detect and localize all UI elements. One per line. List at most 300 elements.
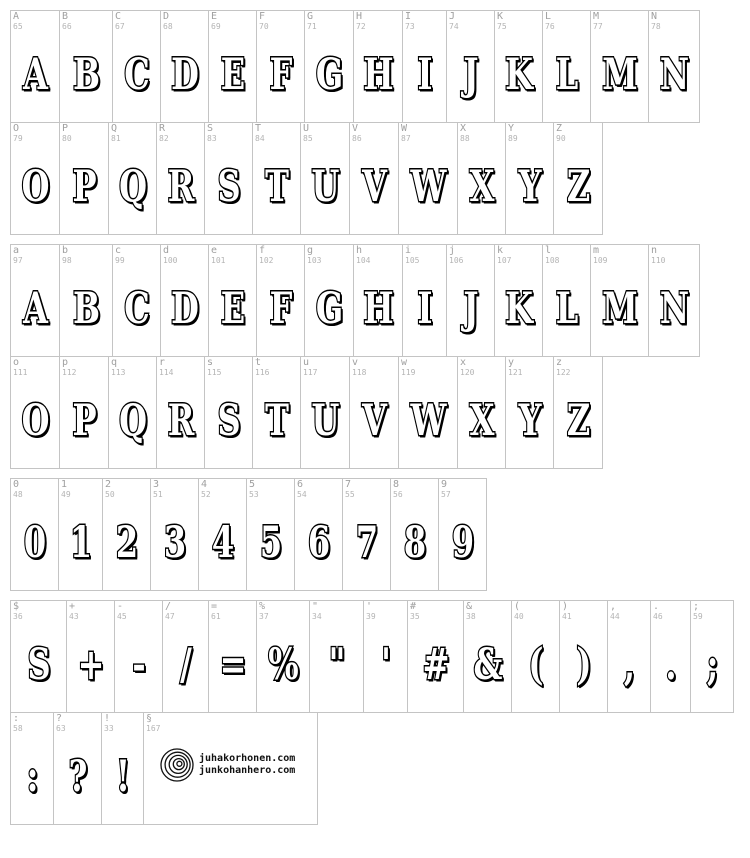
glyph-cell (505, 356, 554, 469)
glyph-cell (252, 356, 301, 469)
glyph-char-code: 89 (508, 134, 518, 143)
glyph-preview-char: X (469, 160, 494, 212)
glyph-char-code: 121 (508, 368, 523, 377)
glyph-preview (305, 273, 353, 343)
glyph-char-label: / (165, 601, 172, 612)
glyph-preview (11, 507, 58, 577)
glyph-char-code: 105 (405, 256, 420, 265)
glyph-char-label: l (545, 245, 552, 256)
glyph-preview (512, 629, 559, 699)
glyph-row-uppercase-1 (10, 10, 700, 123)
glyph-char-label: ; (693, 601, 700, 612)
glyph-preview (495, 273, 542, 343)
glyph-cell (59, 122, 109, 235)
glyph-char-label: P (62, 123, 69, 134)
glyph-preview-char: : (26, 750, 38, 802)
glyph-cell (463, 600, 512, 713)
glyph-char-code: 79 (13, 134, 23, 143)
glyph-cell (58, 478, 103, 591)
glyph-char-code: 55 (345, 490, 355, 499)
glyph-char-code: 119 (401, 368, 416, 377)
glyph-char-code: 106 (449, 256, 464, 265)
glyph-cell (648, 10, 700, 123)
glyph-preview-char: . (665, 638, 676, 690)
glyph-cell (607, 600, 651, 713)
glyph-cell (204, 122, 253, 235)
glyph-char-label: 5 (249, 479, 256, 490)
glyph-preview-char: N (659, 48, 689, 100)
glyph-char-label: 2 (105, 479, 112, 490)
glyph-char-label: J (449, 11, 456, 22)
glyph-char-label: N (651, 11, 658, 22)
glyph-preview (295, 507, 342, 577)
glyph-char-code: 72 (356, 22, 366, 31)
glyph-preview (591, 39, 648, 109)
glyph-cell (446, 10, 495, 123)
glyph-char-code: 38 (466, 612, 476, 621)
glyph-char-code: 57 (441, 490, 451, 499)
glyph-char-label: K (497, 11, 504, 22)
glyph-char-code: 122 (556, 368, 571, 377)
glyph-cell (590, 244, 649, 357)
glyph-char-code: 108 (545, 256, 560, 265)
glyph-row-punctuation-2 (10, 712, 318, 825)
glyph-char-code: 82 (159, 134, 169, 143)
glyph-preview-char: 0 (23, 516, 46, 568)
glyph-preview-char: 1 (69, 516, 92, 568)
glyph-cell (590, 10, 649, 123)
glyph-preview-char: V (362, 394, 386, 446)
glyph-char-label: ( (514, 601, 521, 612)
glyph-char-label: o (13, 357, 20, 368)
glyph-preview-char: W (410, 394, 446, 446)
glyph-cell (353, 10, 403, 123)
glyph-preview (350, 385, 398, 455)
glyph-preview (209, 629, 256, 699)
glyph-char-label: k (497, 245, 504, 256)
glyph-char-code: 113 (111, 368, 126, 377)
glyph-cell (252, 122, 301, 235)
glyph-preview (113, 273, 160, 343)
glyph-row-digits (10, 478, 487, 591)
glyph-cell (300, 356, 350, 469)
glyph-char-code: 120 (460, 368, 475, 377)
glyph-row-lowercase-2 (10, 356, 603, 469)
glyph-char-label: w (401, 357, 408, 368)
glyph-char-label: . (653, 601, 660, 612)
glyph-char-code: 54 (297, 490, 307, 499)
glyph-preview (408, 629, 463, 699)
glyph-cell (108, 122, 157, 235)
glyph-char-code: 87 (401, 134, 411, 143)
glyph-char-label: a (13, 245, 20, 256)
glyph-preview (354, 39, 402, 109)
glyph-char-label: t (255, 357, 262, 368)
glyph-preview-char: Q (119, 160, 146, 212)
glyph-cell (143, 712, 318, 825)
glyph-preview-char: Y (518, 394, 541, 446)
glyph-preview-char: C (124, 282, 149, 334)
glyph-preview-char: T (265, 394, 288, 446)
glyph-preview (103, 507, 150, 577)
glyph-char-label: x (460, 357, 467, 368)
glyph-cell (390, 478, 439, 591)
glyph-cell (256, 600, 310, 713)
glyph-preview (157, 151, 204, 221)
glyph-char-code: 103 (307, 256, 322, 265)
glyph-preview-char: G (315, 48, 343, 100)
glyph-preview (54, 741, 101, 811)
glyph-preview (60, 151, 108, 221)
spiral-logo-icon (159, 747, 195, 783)
glyph-preview (253, 385, 300, 455)
glyph-preview (543, 39, 590, 109)
glyph-preview-char: S (217, 160, 240, 212)
glyph-char-label: f (259, 245, 266, 256)
glyph-preview-char: ' (381, 638, 390, 690)
glyph-cell (101, 712, 144, 825)
glyph-char-code: 59 (693, 612, 703, 621)
glyph-char-label: v (352, 357, 359, 368)
glyph-char-code: 34 (312, 612, 322, 621)
glyph-cell (112, 10, 161, 123)
glyph-char-code: 41 (562, 612, 572, 621)
glyph-cell (553, 122, 603, 235)
glyph-preview (151, 507, 198, 577)
glyph-cell (402, 244, 447, 357)
glyph-cell (650, 600, 691, 713)
glyph-preview-char: 8 (403, 516, 426, 568)
glyph-char-label: j (449, 245, 456, 256)
glyph-char-label: 9 (441, 479, 448, 490)
glyph-cell (66, 600, 115, 713)
glyph-preview (399, 151, 457, 221)
glyph-char-label: c (115, 245, 122, 256)
glyph-preview (161, 273, 208, 343)
glyph-char-label: 4 (201, 479, 208, 490)
glyph-cell (542, 10, 591, 123)
glyph-cell (494, 10, 543, 123)
glyph-preview-char: Q (119, 394, 146, 446)
glyph-char-label: 7 (345, 479, 352, 490)
glyph-preview (343, 507, 390, 577)
glyph-preview (157, 385, 204, 455)
glyph-cell (353, 244, 403, 357)
glyph-char-code: 111 (13, 368, 28, 377)
glyph-preview (163, 629, 208, 699)
glyph-cell (10, 478, 59, 591)
glyph-preview-char: W (410, 160, 446, 212)
glyph-preview (11, 385, 59, 455)
glyph-cell (102, 478, 151, 591)
glyph-char-label: - (117, 601, 124, 612)
glyph-cell (198, 478, 247, 591)
glyph-cell (407, 600, 464, 713)
glyph-char-label: § (146, 713, 153, 724)
glyph-preview (11, 629, 66, 699)
author-urls (199, 753, 295, 777)
glyph-preview (554, 151, 602, 221)
glyph-preview (391, 507, 438, 577)
glyph-char-label: C (115, 11, 122, 22)
glyph-cell (690, 600, 734, 713)
glyph-char-code: 49 (61, 490, 71, 499)
glyph-cell (349, 356, 399, 469)
glyph-char-label: % (259, 601, 266, 612)
glyph-preview-char: E (220, 48, 245, 100)
glyph-char-code: 50 (105, 490, 115, 499)
glyph-preview (543, 273, 590, 343)
glyph-preview (113, 39, 160, 109)
glyph-preview-char: D (171, 48, 198, 100)
glyph-cell (150, 478, 199, 591)
glyph-preview (161, 39, 208, 109)
glyph-preview-char: H (363, 282, 393, 334)
glyph-char-label: ' (366, 601, 373, 612)
glyph-preview (495, 39, 542, 109)
glyph-char-label: + (69, 601, 76, 612)
glyph-char-code: 81 (111, 134, 121, 143)
glyph-preview-char: C (124, 48, 149, 100)
glyph-cell (112, 244, 161, 357)
glyph-preview-char: H (363, 48, 393, 100)
glyph-preview (364, 629, 407, 699)
glyph-preview (608, 629, 650, 699)
glyph-cell (59, 10, 113, 123)
glyph-char-code: 112 (62, 368, 77, 377)
glyph-char-code: 117 (303, 368, 318, 377)
glyph-char-code: 37 (259, 612, 269, 621)
glyph-cell (256, 244, 305, 357)
glyph-char-label: d (163, 245, 170, 256)
glyph-row-uppercase-2 (10, 122, 603, 235)
glyph-preview-char: ( (528, 638, 543, 690)
glyph-char-code: 167 (146, 724, 161, 733)
glyph-cell (246, 478, 295, 591)
glyph-char-code: 115 (207, 368, 222, 377)
glyph-char-label: H (356, 11, 363, 22)
glyph-preview-char: ; (706, 638, 718, 690)
glyph-preview-char: = (219, 638, 246, 690)
glyph-preview-char: T (265, 160, 288, 212)
glyph-preview-char: 3 (163, 516, 186, 568)
glyph-char-label: = (211, 601, 218, 612)
glyph-char-label: W (401, 123, 408, 134)
glyph-char-code: 118 (352, 368, 367, 377)
glyph-char-code: 83 (207, 134, 217, 143)
glyph-preview (651, 629, 690, 699)
glyph-cell (438, 478, 487, 591)
glyph-preview (257, 629, 309, 699)
glyph-preview-char: F (269, 48, 292, 100)
glyph-preview (305, 39, 353, 109)
glyph-char-label: G (307, 11, 314, 22)
glyph-char-code: 68 (163, 22, 173, 31)
glyph-preview (691, 629, 733, 699)
glyph-cell (446, 244, 495, 357)
glyph-preview-char: 7 (355, 516, 378, 568)
glyph-preview-char: P (72, 394, 96, 446)
glyph-preview (205, 385, 252, 455)
glyph-char-code: 78 (651, 22, 661, 31)
glyph-preview-char: Z (566, 394, 590, 446)
glyph-char-label: h (356, 245, 363, 256)
glyph-char-label: X (460, 123, 467, 134)
glyph-preview (506, 385, 553, 455)
glyph-char-code: 65 (13, 22, 23, 31)
glyph-preview (506, 151, 553, 221)
glyph-preview (560, 629, 607, 699)
author-url-2: junkohanhero.com (199, 765, 296, 776)
glyph-cell (10, 356, 60, 469)
glyph-cell (559, 600, 608, 713)
glyph-cell (10, 600, 67, 713)
glyph-char-code: 86 (352, 134, 362, 143)
glyph-cell (363, 600, 408, 713)
glyph-char-label: B (62, 11, 69, 22)
glyph-char-code: 46 (653, 612, 663, 621)
glyph-cell (208, 244, 257, 357)
glyph-preview-char: R (167, 160, 194, 212)
glyph-cell (294, 478, 343, 591)
glyph-char-code: 84 (255, 134, 265, 143)
glyph-preview-char: + (77, 638, 104, 690)
glyph-preview-char: K (505, 282, 532, 334)
author-url-1: juhakorhonen.com (199, 753, 296, 764)
glyph-cell (505, 122, 554, 235)
glyph-preview (109, 385, 156, 455)
glyph-preview-char: " (328, 638, 345, 690)
glyph-preview-char: S (217, 394, 240, 446)
glyph-char-code: 97 (13, 256, 23, 265)
glyph-char-label: e (211, 245, 218, 256)
glyph-char-code: 73 (405, 22, 415, 31)
glyph-char-label: z (556, 357, 563, 368)
glyph-preview-char: D (171, 282, 198, 334)
glyph-char-code: 45 (117, 612, 127, 621)
glyph-cell (114, 600, 163, 713)
glyph-cell (108, 356, 157, 469)
glyph-preview-char: A (23, 48, 47, 100)
glyph-preview (354, 273, 402, 343)
glyph-preview (11, 151, 59, 221)
glyph-char-code: 66 (62, 22, 72, 31)
glyph-char-label: 0 (13, 479, 20, 490)
glyph-cell (494, 244, 543, 357)
glyph-char-label: S (207, 123, 214, 134)
glyph-preview-char: L (555, 48, 578, 100)
glyph-char-code: 114 (159, 368, 174, 377)
glyph-row-lowercase-1 (10, 244, 700, 357)
glyph-cell (457, 356, 506, 469)
glyph-preview (649, 39, 699, 109)
glyph-char-code: 61 (211, 612, 221, 621)
glyph-char-label: : (13, 713, 20, 724)
glyph-char-code: 76 (545, 22, 555, 31)
glyph-preview (301, 151, 349, 221)
glyph-char-code: 102 (259, 256, 274, 265)
glyph-cell (162, 600, 209, 713)
glyph-char-code: 101 (211, 256, 226, 265)
glyph-preview (199, 507, 246, 577)
glyph-preview (253, 151, 300, 221)
glyph-preview-char: - (132, 638, 145, 690)
glyph-preview (458, 385, 505, 455)
glyph-char-code: 48 (13, 490, 23, 499)
glyph-char-label: u (303, 357, 310, 368)
glyph-preview (310, 629, 363, 699)
glyph-preview (591, 273, 648, 343)
glyph-preview (447, 39, 494, 109)
glyph-cell (53, 712, 102, 825)
glyph-char-label: 3 (153, 479, 160, 490)
glyph-preview (458, 151, 505, 221)
glyph-preview-char: U (311, 160, 339, 212)
glyph-preview (399, 385, 457, 455)
glyph-preview-char: / (180, 638, 191, 690)
glyph-cell (10, 712, 54, 825)
glyph-cell (10, 10, 60, 123)
glyph-char-label: i (405, 245, 412, 256)
author-logo (159, 747, 295, 783)
glyph-preview (554, 385, 602, 455)
glyph-preview-char: J (463, 282, 478, 334)
glyph-preview-char: R (167, 394, 194, 446)
glyph-char-label: & (466, 601, 473, 612)
glyph-char-label: Y (508, 123, 515, 134)
glyph-preview-char: O (21, 394, 49, 446)
glyph-cell (304, 244, 354, 357)
glyph-cell (208, 10, 257, 123)
glyph-char-code: 104 (356, 256, 371, 265)
glyph-char-code: 63 (56, 724, 66, 733)
glyph-preview (403, 273, 446, 343)
glyph-preview-char: B (72, 48, 100, 100)
glyph-preview-char: V (362, 160, 386, 212)
glyph-preview (247, 507, 294, 577)
glyph-char-code: 110 (651, 256, 666, 265)
glyph-char-label: Z (556, 123, 563, 134)
glyph-char-label: p (62, 357, 69, 368)
glyph-preview-char: X (469, 394, 494, 446)
glyph-char-code: 44 (610, 612, 620, 621)
glyph-cell (542, 244, 591, 357)
glyph-char-label: n (651, 245, 658, 256)
glyph-preview-char: U (311, 394, 339, 446)
glyph-preview (350, 151, 398, 221)
glyph-preview-char: S (27, 638, 50, 690)
glyph-cell (59, 244, 113, 357)
glyph-preview-char: G (315, 282, 343, 334)
glyph-char-label: ) (562, 601, 569, 612)
glyph-char-label: R (159, 123, 166, 134)
glyph-char-label: V (352, 123, 359, 134)
glyph-cell (398, 356, 458, 469)
glyph-cell (342, 478, 391, 591)
glyph-preview-char: L (555, 282, 578, 334)
glyph-char-label: q (111, 357, 118, 368)
glyph-preview-char: K (505, 48, 532, 100)
glyph-char-label: 1 (61, 479, 68, 490)
glyph-cell (59, 356, 109, 469)
glyph-preview-char: N (659, 282, 689, 334)
glyph-preview-char: E (220, 282, 245, 334)
glyph-char-code: 88 (460, 134, 470, 143)
glyph-char-label: O (13, 123, 20, 134)
glyph-char-code: 53 (249, 490, 259, 499)
glyph-cell (648, 244, 700, 357)
glyph-char-code: 33 (104, 724, 114, 733)
